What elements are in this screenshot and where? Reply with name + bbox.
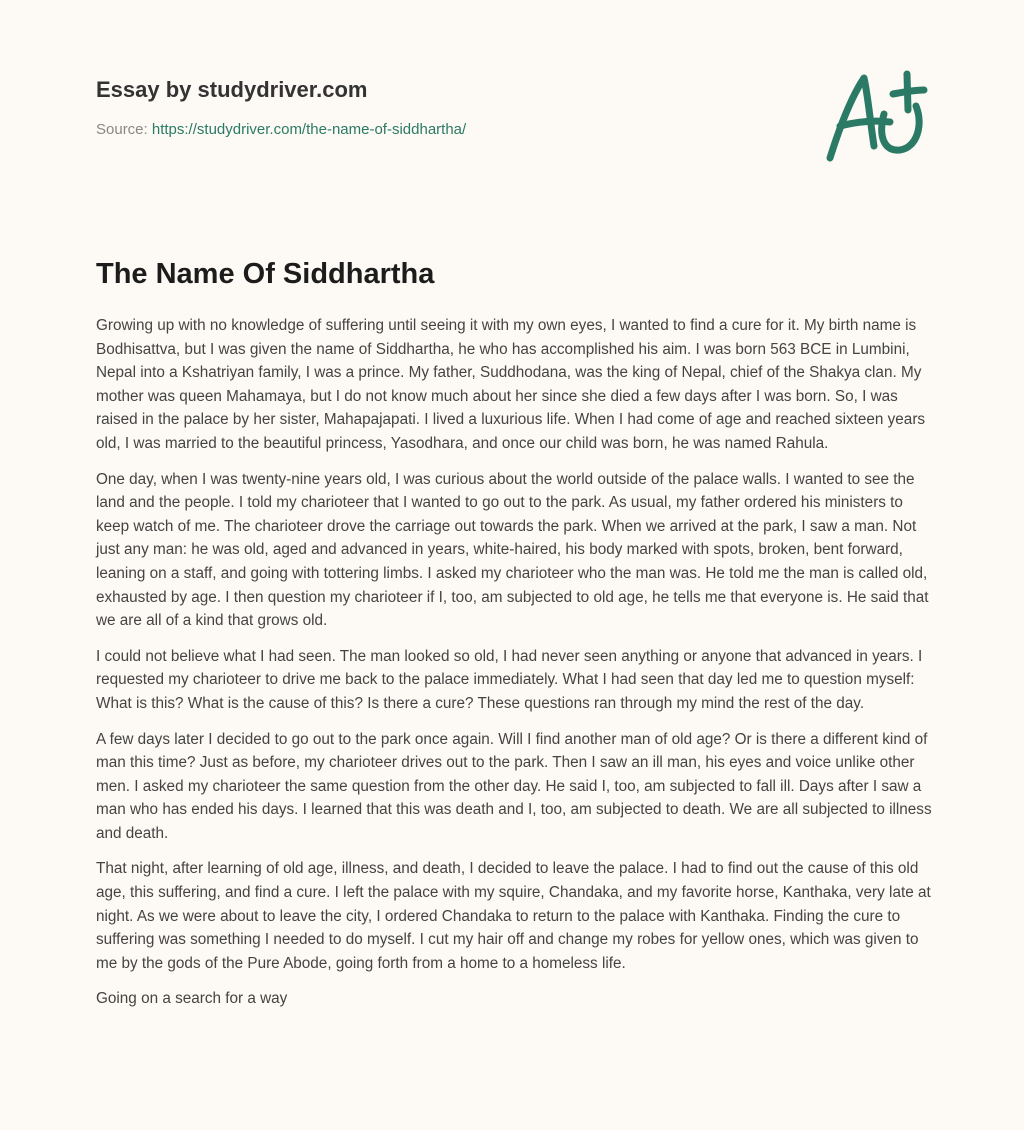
source-link[interactable]: https://studydriver.com/the-name-of-siddhartha/ [151,121,467,138]
essay-paragraph: I could not believe what I had seen. The man looked so old, I had never seen anything or anyone that advanced in years. I requested my charioteer to drive me back to the palace immediately. What I had seen that day led me to question myself: What is this? What is the cause of this? Is there a cure? These questions ran through my mind the rest of the day. [96,647,923,712]
source-label: Source: [96,121,148,138]
a-plus-grade-icon [818,66,930,166]
essay-paragraph: One day, when I was twenty-nine years old, I was curious about the world outside of the palace walls. I wanted to see the land and the people. I told my charioteer that I wanted to go out to the park. As usual, my father ordered his ministers to keep watch of me. The charioteer drove the carriage out towards the park. When we arrived at the park, I saw a man. Not just any man: he was old, aged and advanced in years, white-haired, his body marked with spots, broken, bent forward, leaning on a staff, and going with tottering limbs. I asked my charioteer who the man was. He told me the man is called old, exhausted by age. I then question my charioteer if I, too, am subjected to old age, he tells me that everyone is. He said that we are all of a kind that grows old. [96,470,929,630]
essay-paragraph: Growing up with no knowledge of suffering until seeing it with my own eyes, I wanted to find a cure for it. My birth name is Bodhisattva, but I was given the name of Siddhartha, he who has accomplished his aim. I was born 563 BCE in Lumbini, Nepal into a Kshatriyan family, I was a prince. My father, Suddhodana, was the king of Nepal, chief of the Shakya clan. My mother was queen Mahamaya, but I do not know much about her since she died a few days after I was born. So, I was raised in the palace by her sister, Mahapajapati. I lived a luxurious life. When I had come of age and reached sixteen years old, I was married to the beautiful princess, Yasodhara, and once our child was born, he was named Rahula. [96,317,926,452]
essay-body [96,314,936,1023]
essay-paragraph: That night, after learning of old age, illness, and death, I decided to leave the palace. I had to find out the cause of this old age, this suffering, and find a cure. I left the palace with my squire, Chandaka, and my favorite horse, Kanthaka, very late at night. As we were about to leave the city, I ordered Chandaka to return to the palace with Kanthaka. Finding the cure to suffering was something I needed to do myself. I cut my hair off and change my robes for yellow ones, which was given to me by the gods of the Pure Abode, going forth from a home to a homeless life. [96,860,931,972]
brand-title: Essay by studydriver.com [96,77,368,102]
essay-title: The Name Of Siddhartha [96,258,435,290]
source-line [96,120,796,140]
essay-paragraph: A few days later I decided to go out to the park once again. Will I find another man of old age? Or is there a different kind of man this time? Just as before, my charioteer drives out to the park. Then I saw an ill man, his eyes and voice unlike other men. I asked my charioteer the same question from the other day. He said I, too, am subjected to fall ill. Days after I saw a man who has ended his days. I learned that this was death and I, too, am subjected to death. We are all subjected to illness and death. [96,730,932,842]
page-header [96,74,796,140]
essay-paragraph: Going on a search for a way [96,990,288,1008]
